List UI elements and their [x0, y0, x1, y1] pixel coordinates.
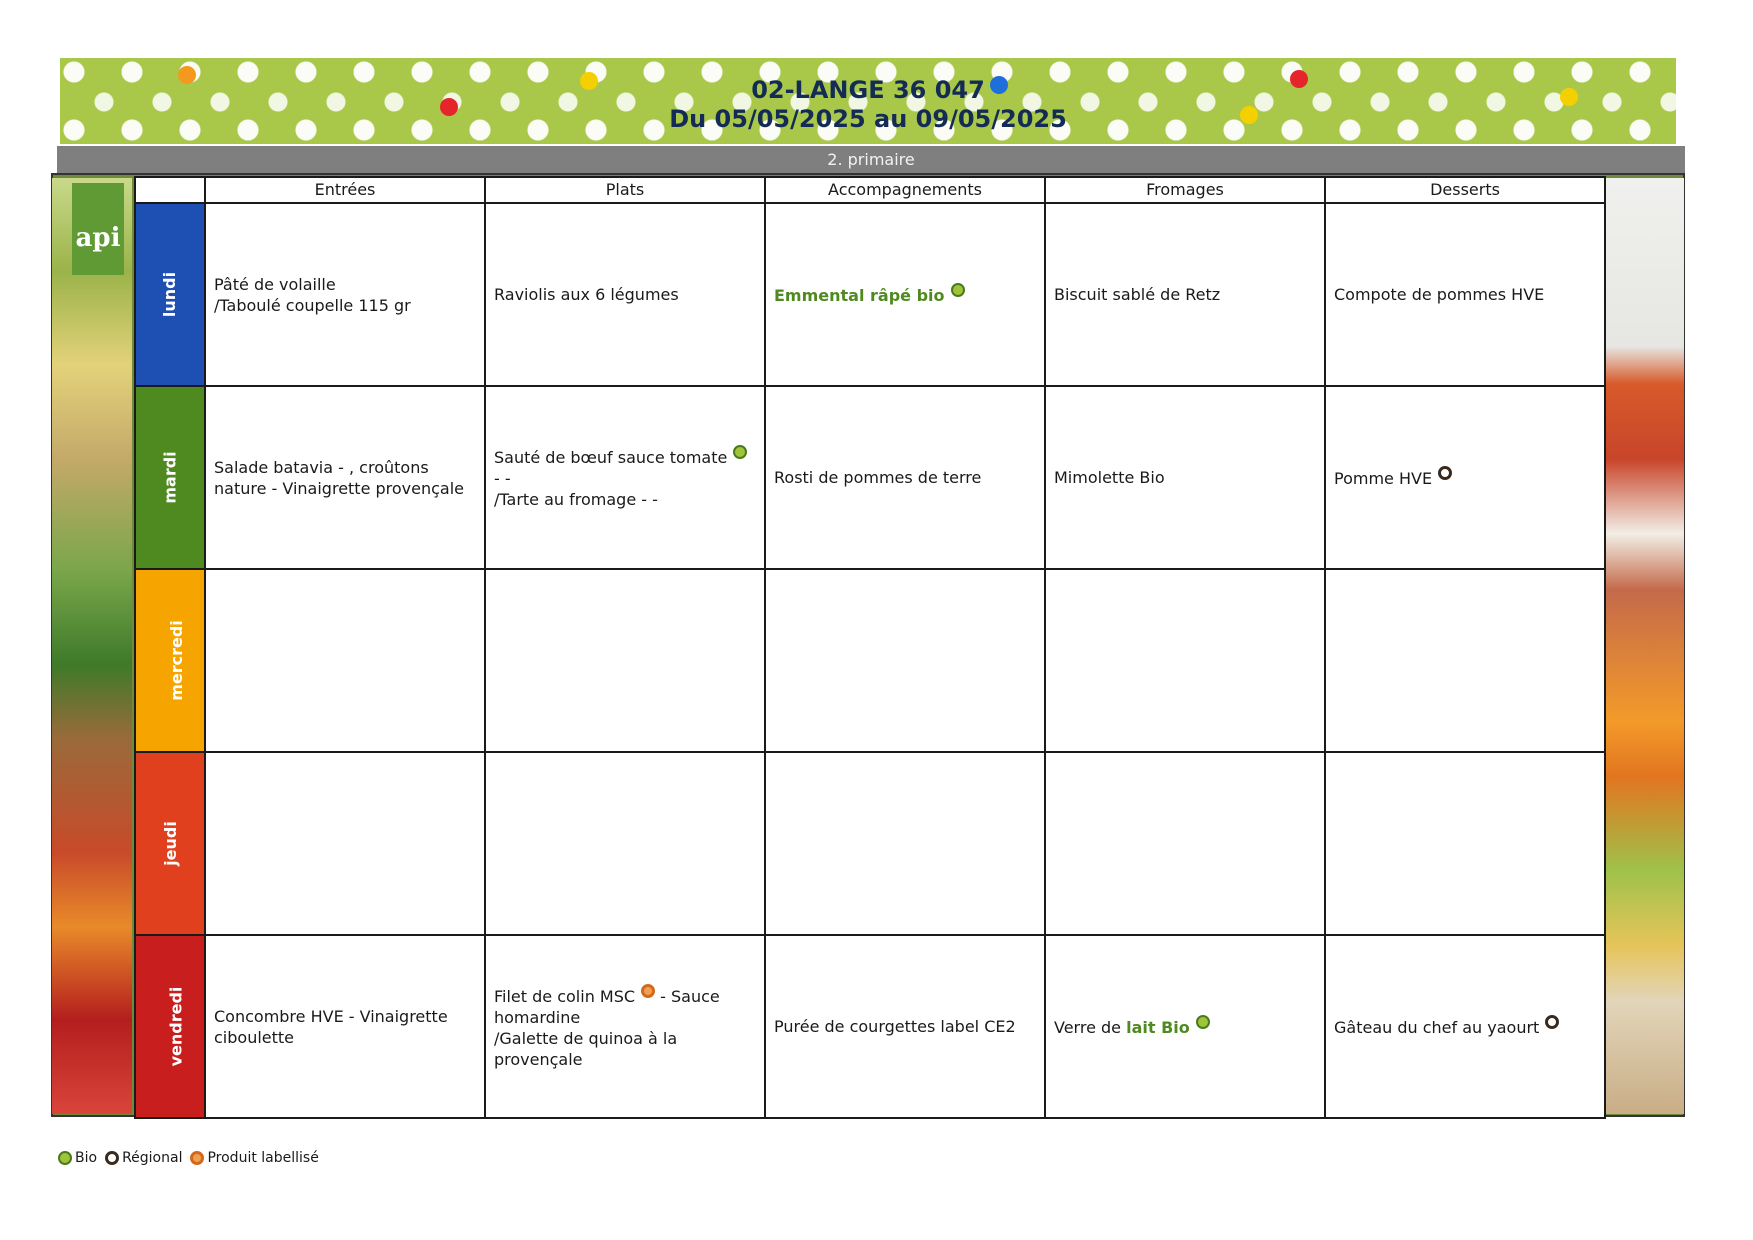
column-header-accompagnements: Accompagnements: [765, 177, 1045, 203]
cell-entrees-vendredi: Concombre HVE - Vinaigrette ciboulette: [205, 935, 485, 1118]
header-banner: [60, 58, 1676, 144]
corner-cell: [135, 177, 205, 203]
day-label-mardi: mardi: [135, 386, 205, 569]
day-label-vendredi: vendredi: [135, 935, 205, 1118]
bio-icon: [951, 283, 965, 297]
table-row: [135, 203, 1605, 386]
cell-desserts-vendredi: Gâteau du chef au yaourt: [1325, 935, 1605, 1118]
date-range: Du 05/05/2025 au 09/05/2025: [669, 105, 1067, 133]
regional-icon: [1438, 466, 1452, 480]
api-logo: api: [72, 183, 124, 275]
vegetables-image-left: [52, 178, 132, 1114]
column-header-desserts: Desserts: [1325, 177, 1605, 203]
cell-plats-jeudi: [485, 752, 765, 935]
legend-item-regional: Régional: [105, 1150, 182, 1166]
day-label-jeudi: jeudi: [135, 752, 205, 935]
regional-icon: [1545, 1015, 1559, 1029]
cell-plats-mardi: Sauté de bœuf sauce tomate - - /Tarte au fromage - -: [485, 386, 765, 569]
cell-plats-lundi: Raviolis aux 6 légumes: [485, 203, 765, 386]
cell-accompagnements-mardi: Rosti de pommes de terre: [765, 386, 1045, 569]
cell-fromages-mardi: Mimolette Bio: [1045, 386, 1325, 569]
cell-plats-vendredi: Filet de colin MSC - Sauce homardine /Galette de quinoa à la provençale: [485, 935, 765, 1118]
menu-title: [60, 76, 1676, 134]
vegetables-image-right: [1606, 178, 1684, 1114]
weekly-menu-table: [134, 176, 1606, 1119]
table-row: [135, 386, 1605, 569]
cell-accompagnements-jeudi: [765, 752, 1045, 935]
table-row: [135, 935, 1605, 1118]
label-icon: [190, 1151, 204, 1165]
label-icon: [641, 984, 655, 998]
cell-desserts-mardi: Pomme HVE: [1325, 386, 1605, 569]
site-name: 02-LANGE 36 047: [751, 76, 985, 104]
column-header-fromages: Fromages: [1045, 177, 1325, 203]
cell-accompagnements-lundi: Emmental râpé bio: [765, 203, 1045, 386]
cell-fromages-jeudi: [1045, 752, 1325, 935]
cell-desserts-jeudi: [1325, 752, 1605, 935]
day-label-lundi: lundi: [135, 203, 205, 386]
legend: [58, 1150, 319, 1166]
column-header-entrees: Entrées: [205, 177, 485, 203]
cell-fromages-lundi: Biscuit sablé de Retz: [1045, 203, 1325, 386]
legend-item-label: Produit labellisé: [190, 1150, 318, 1166]
cell-entrees-lundi: Pâté de volaille /Taboulé coupelle 115 gr: [205, 203, 485, 386]
cell-accompagnements-vendredi: Purée de courgettes label CE2: [765, 935, 1045, 1118]
cell-fromages-mercredi: [1045, 569, 1325, 752]
legend-item-bio: Bio: [58, 1150, 97, 1166]
table-row: [135, 569, 1605, 752]
day-label-mercredi: mercredi: [135, 569, 205, 752]
bio-icon: [1196, 1015, 1210, 1029]
cell-entrees-mardi: Salade batavia - , croûtons nature - Vinaigrette provençale: [205, 386, 485, 569]
group-label: 2. primaire: [57, 146, 1685, 173]
cell-accompagnements-mercredi: [765, 569, 1045, 752]
cell-desserts-mercredi: [1325, 569, 1605, 752]
column-header-row: [135, 177, 1605, 203]
table-row: [135, 752, 1605, 935]
cell-desserts-lundi: Compote de pommes HVE: [1325, 203, 1605, 386]
cell-plats-mercredi: [485, 569, 765, 752]
bio-icon: [58, 1151, 72, 1165]
cell-entrees-mercredi: [205, 569, 485, 752]
cell-entrees-jeudi: [205, 752, 485, 935]
cell-fromages-vendredi: Verre de lait Bio: [1045, 935, 1325, 1118]
bio-icon: [733, 445, 747, 459]
column-header-plats: Plats: [485, 177, 765, 203]
regional-icon: [105, 1151, 119, 1165]
